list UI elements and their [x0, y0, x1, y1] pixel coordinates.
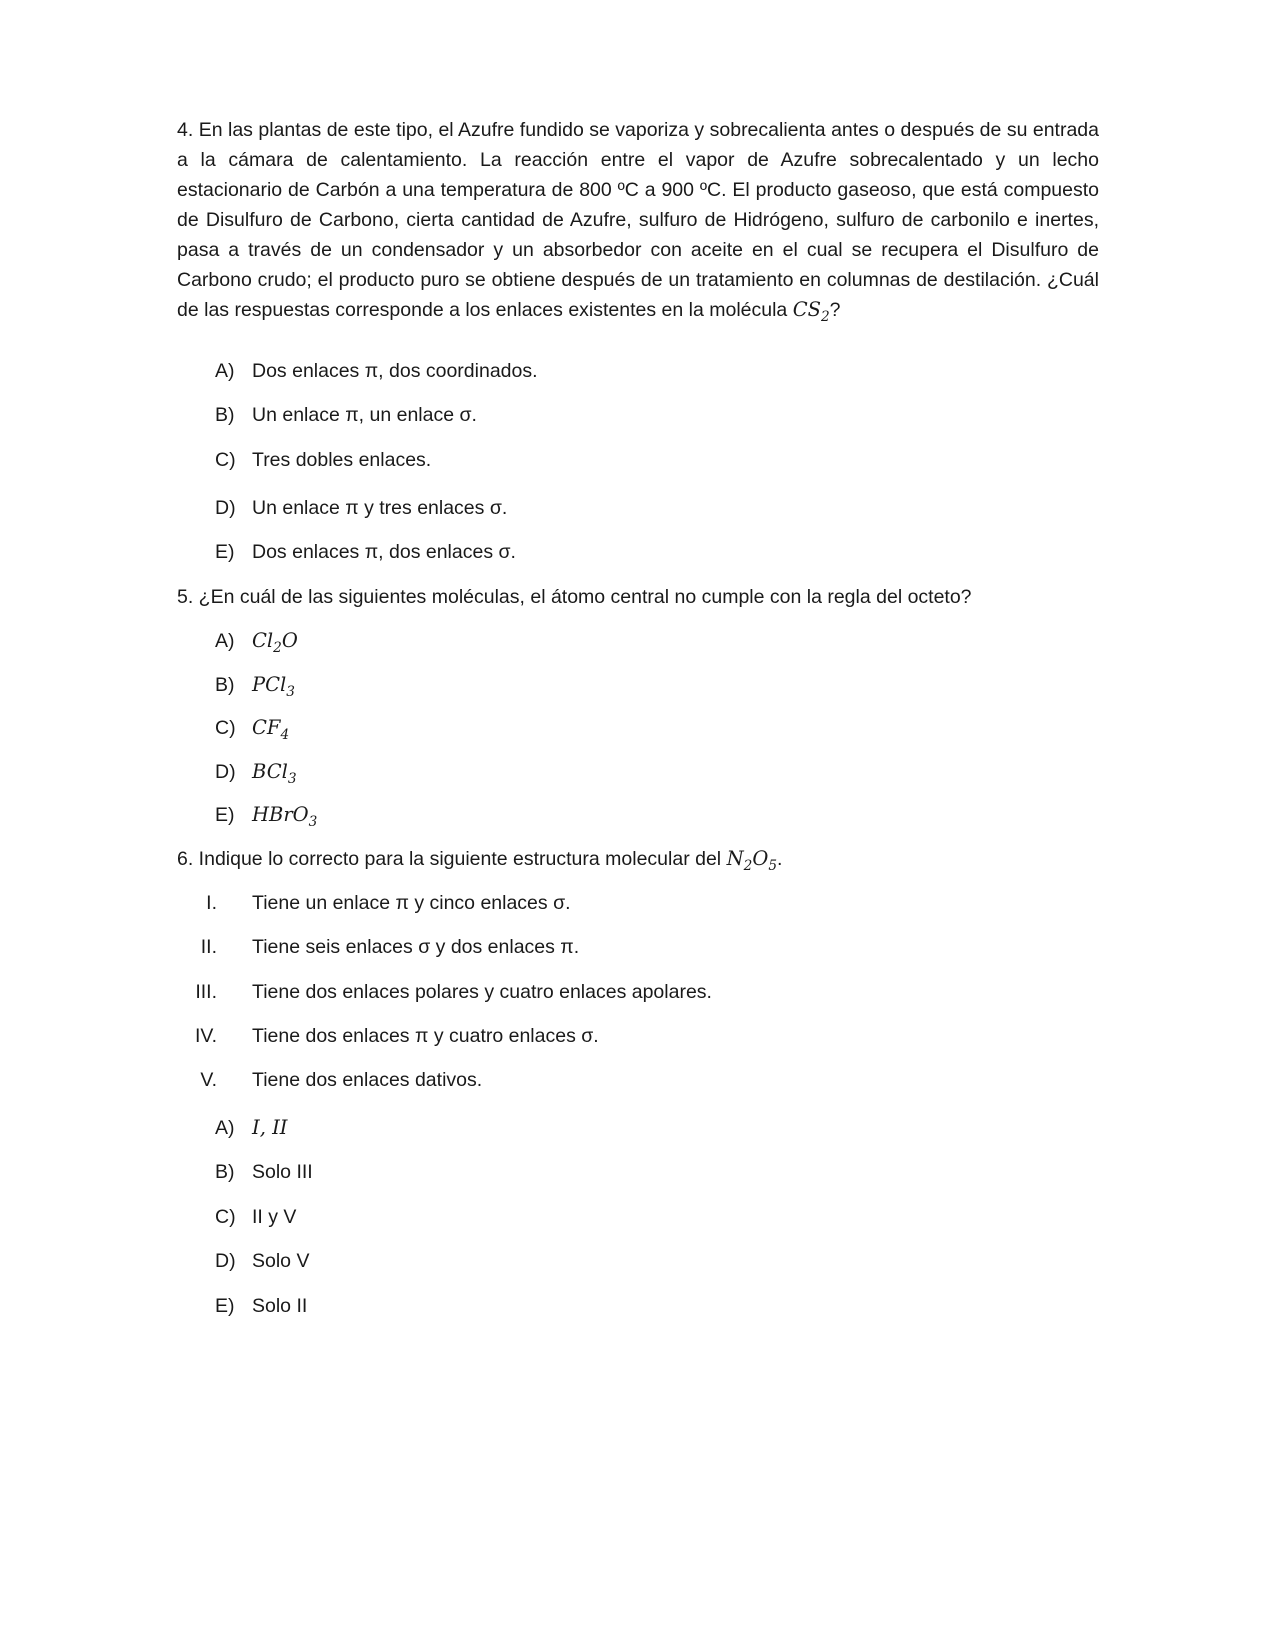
question-6: 6. Indique lo correcto para la siguiente estructura molecular del $N_2O_5$. — [177, 847, 783, 874]
question-6-formula: $N_2O_5$ — [726, 847, 777, 874]
exam-page: 4. En las plantas de este tipo, el Azufre fundido se vaporiza y sobrecalienta antes o después de su entrada a la cámara de calentamiento. La reacción entre el vapor de Azufre sobrecalentado y un lecho estacionario de Carbón a una temperatura de 800 ºC a 900 ºC. El producto gaseoso, que está compuesto de Disulfuro de Carbono, cierta cantidad de Azufre, sulfuro de Hidrógeno, sulfuro de carbonilo e inertes, pasa a través de un condensador y un absorbedor con aceite en el cual se recupera el Disulfuro de Carbono crudo; el producto puro se obtiene después de un tratamiento en columnas de destilación. ¿Cuál de las respuestas corresponde a los enlaces existentes en la molécula $CS_2$? A) Dos enlaces π, dos coordinados. B) Un enlace π, un enlace σ. C) Tres dobles enlaces. D) Un enlace π y tres enlaces σ. E) Dos enlaces π, dos enlaces σ. 5. ¿En cuál de las siguientes moléculas, el átomo central no cumple con la regla del octeto? A) $Cl_2O$ B) PCl$_3$ C) $CF_4$ D) BCl$_3$ E) HBrO$_3$ 6. Indique lo correcto para la siguiente estructura molecular del $N_2O_5$. I. Tiene un enlace π y cinco enlaces σ. II. Tiene seis enlaces σ y dos enlaces π. III. Tiene dos enlaces polares y cuatro enlaces apolares. IV. Tiene dos enlaces π y cuatro enlaces σ. V. Tiene dos enlaces dativos. A) I, II B) Solo III C) II y V D) Solo V E) Solo II — [177, 115, 1099, 325]
question-4: 4. En las plantas de este tipo, el Azufre fundido se vaporiza y sobrecalienta antes o después de su entrada a la cámara de calentamiento. La reacción entre el vapor de Azufre sobrecalentado y un lecho estacionario de Carbón a una temperatura de 800 ºC a 900 ºC. El producto gaseoso, que está compuesto de Disulfuro de Carbono, cierta cantidad de Azufre, sulfuro de Hidrógeno, sulfuro de carbonilo e inertes, pasa a través de un condensador y un absorbedor con aceite en el cual se recupera el Disulfuro de Carbono crudo; el producto puro se obtiene después de un tratamiento en columnas de destilación. ¿Cuál de las respuestas corresponde a los enlaces existentes en la molécula $CS_2$? — [177, 119, 1099, 325]
question-4-formula: $CS_2$ — [792, 298, 830, 325]
question-4-text: 4. En las plantas de este tipo, el Azufre fundido se vaporiza y sobrecalienta antes o después de su entrada a la cámara de calentamiento. La reacción entre el vapor de Azufre sobrecalentado y un lecho estacionario de Carbón a una temperatura de 800 ºC a 900 ºC. El producto gaseoso, que está compuesto de Disulfuro de Carbono, cierta cantidad de Azufre, sulfuro de Hidrógeno, sulfuro de carbonilo e inertes, pasa a través de un condensador y un absorbedor con aceite en el cual se recupera el Disulfuro de Carbono crudo; el producto puro se obtiene después de un tratamiento en columnas de destilación. ¿Cuál de las respuestas corresponde a los enlaces existentes en la molécula — [177, 119, 1099, 321]
question-5: 5. ¿En cuál de las siguientes moléculas, el átomo central no cumple con la regla del octeto? — [177, 586, 972, 608]
